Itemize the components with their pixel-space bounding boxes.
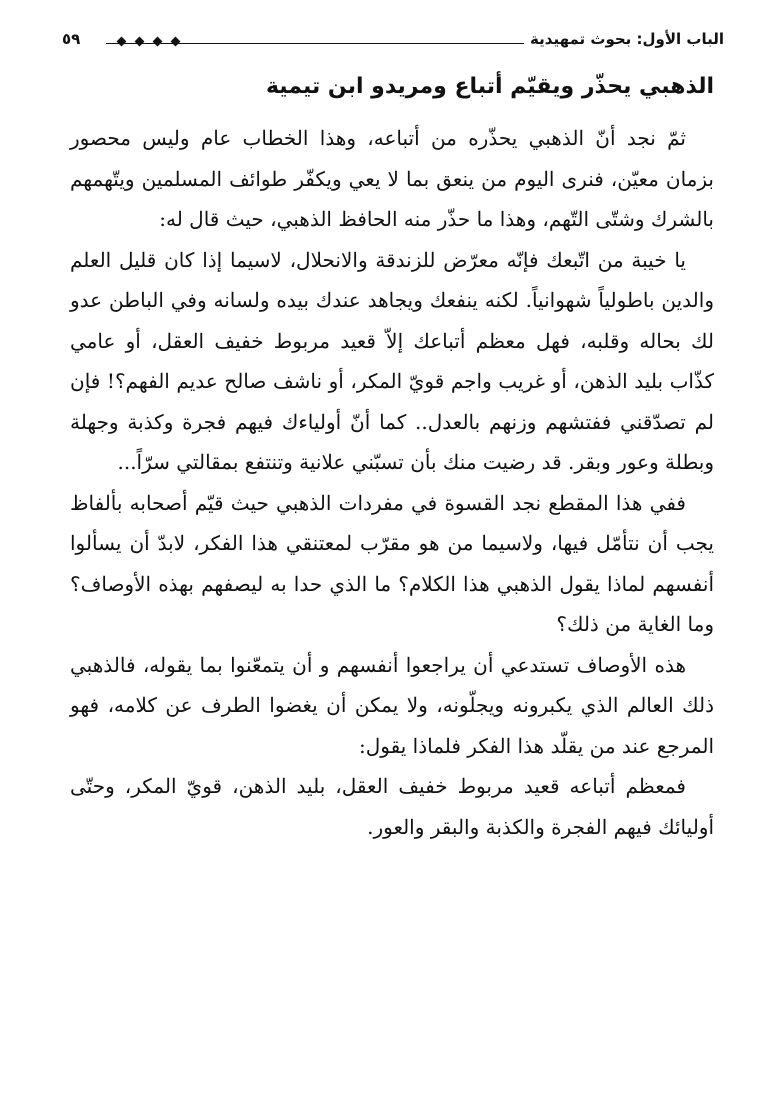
paragraph: هذه الأوصاف تستدعي أن يراجعوا أنفسهم و أن يتمعّنوا بما يقوله، فالذهبي ذلك العالم الذي يكبرونه ويجلّونه، ولا يمكن أن يغضوا الطرف عن كلامه، فهو المرجع عند من يقلّد هذا الفكر فلماذا يقول: [70,652,714,758]
chapter-title: الباب الأول: بحوث تمهيدية [530,30,724,48]
diamond-ornament-icon [135,37,145,47]
paragraph: ثمّ نجد أنّ الذهبي يحذّره من أتباعه، وهذا الخطاب عام وليس محصور بزمان معيّن، فنرى اليوم من ينعق بما لا يعي ويكفّر طوائف المسلمين ويتّهمهم بالشرك وشتّى التّهم، وهذا ما حذّر منه الحافظ الذهبي، حيث قال له: [70,126,714,231]
page-number: ٥٩ [62,30,81,48]
diamond-ornament-icon [117,37,127,47]
paragraph: ففي هذا المقطع نجد القسوة في مفردات الذهبي حيث قيّم أصحابه بألفاظ يجب أن نتأمّل فيها، ولاسيما من هو مقرّب لمعتنقي هذا الفكر، لابدّ أن يسألوا أنفسهم لماذا يقول الذهبي هذا الكلام؟ ما الذي حدا به ليصفهم بهذه الأوصاف؟ وما الغاية من ذلك؟ [70,490,714,636]
running-header [62,28,724,56]
header-rule [106,43,524,44]
diamond-ornament-icon [153,37,163,47]
body-text [70,118,714,847]
paragraph: فمعظم أتباعه قعيد مربوط خفيف العقل، بليد الذهن، قويّ المكر، وحتّى أوليائك فيهم الفجرة والكذبة والبقر والعور. [70,774,714,839]
quoted-paragraph: يا خيبة من اتّبعك فإنّه معرّض للزندقة والانحلال، لاسيما إذا كان قليل العلم والدين باطولياً شهوانياً. لكنه ينفعك ويجاهد عندك بيده ولسانه وفي الباطن عدو لك بحاله وقلبه، فهل معظم أتباعك إلاّ قعيد مربوط خفيف العقل، أو عامي كذّاب بليد الذهن، أو غريب واجم قويّ المكر، أو ناشف صالح عديم الفهم؟! فإن لم تصدّقني ففتشهم وزنهم بالعدل.. كما أنّ أولياءك فيهم فجرة وكذبة وجهلة وبطلة وعور وبقر. قد رضيت منك بأن تسبّني علانية وتنتفع بمقالتي سرّاً... [70,247,714,474]
diamond-ornament-icon [171,37,181,47]
section-heading: الذهبي يحذّر ويقيّم أتباع ومريدو ابن تيمية [265,74,714,99]
